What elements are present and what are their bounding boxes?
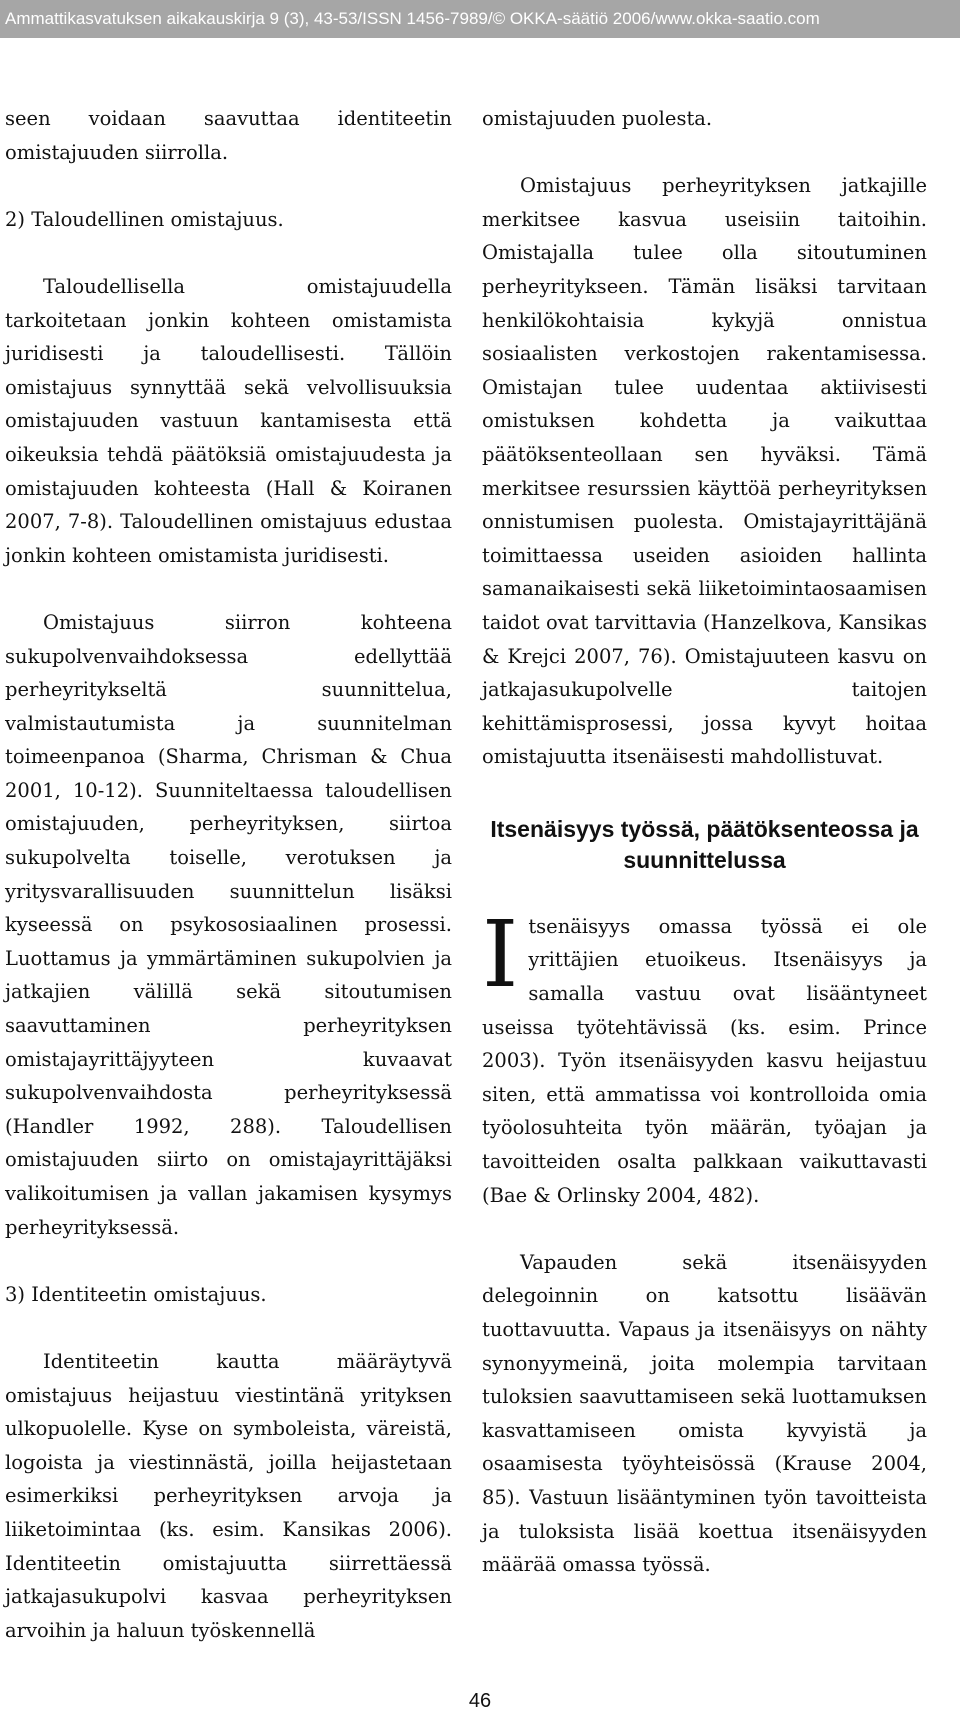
left-column: [5, 102, 452, 1647]
page-number: 46: [468, 1690, 492, 1712]
dropcap-letter: I: [482, 900, 519, 1008]
subheading-identity-ownership: 3) Identiteetin omistajuus.: [5, 1282, 267, 1306]
subheading-economic-ownership: 2) Taloudellinen omistajuus.: [5, 207, 284, 231]
paragraph: omistajuuden puolesta.: [482, 107, 713, 130]
paragraph: Omistajuus perheyrityksen jatkajille merkitsee kasvua useisiin taitoihin. Omistajalla tulee olla sitoutuminen perheyritykseen. Tämän lisäksi tarvitaan henkilökohtaisia kykyjä onnistua sosiaalisten verkostojen rakentamisessa. Omistajan tulee uudentaa aktiivisesti omistuksen kohdetta ja vaikuttaa päätöksenteollaan sen hyväksi. Tämä merkitsee resurssien käyttöä perheyrityksen onnistumisen puolesta. Omistajayrittäjänä toimittaessa useiden asioiden hallinta samanaikaisesti sekä liiketoimintaosaamisen taidot ovat tarvittavia (Hanzelkova, Kansikas & Krejci 2007, 76). Omistajuuteen kasvu on jatkajasukupolvelle taitojen kehittämisprosessi, jossa kyvyt hoitaa omistajuutta itsenäisesti mahdollistuvat.: [482, 174, 927, 769]
paragraph: seen voidaan saavuttaa identiteetin omistajuuden siirrolla.: [5, 107, 452, 164]
section-title: Itsenäisyys työssä, päätöksenteossa ja suunnittelussa: [490, 815, 919, 873]
paragraph-with-dropcap: [482, 900, 927, 1212]
paragraph-text: tsenäisyys omassa työssä ei ole yrittäjien etuoikeus. Itsenäisyys ja samalla vastuu ovat lisääntyneet useissa työtehtävissä (ks. esim. Prince 2003). Työn itsenäisyyden kasvu heijastuu siten, että ammatissa voi kontrolloida omia työolosuhteita työn määrän, työajan ja tavoitteiden osalta palkkaan vaikuttavasti (Bae & Orlinsky 2004, 482).: [482, 914, 927, 1207]
paragraph: Vapauden sekä itsenäisyyden delegoinnin on katsottu lisäävän tuottavuutta. Vapaus ja itsenäisyys on nähty synonyymeinä, joita molempia tarvitaan tuloksien saavuttamiseen sekä luottamuksen kasvattamiseen omista kyvyistä ja osaamisesta työyhteisössä (Krause 2004, 85). Vastuun lisääntyminen työn tavoitteista ja tuloksista lisää koettua itsenäisyyden määrää omassa työssä.: [482, 1250, 927, 1577]
right-column: [482, 102, 927, 1582]
journal-citation: Ammattikasvatuksen aikakauskirja 9 (3), 43-53/ISSN 1456-7989/© OKKA-säätiö 2006/www.okka-saatio.com: [5, 9, 820, 28]
paragraph: Identiteetin kautta määräytyvä omistajuus heijastuu viestintänä yrityksen ulkopuolelle. Kyse on symboleista, väreistä, logoista ja viestinnästä, joilla heijastetaan esimerkiksi perheyrityksen arvoja ja liiketoimintaa (ks. esim. Kansikas 2006). Identiteetin omistajuutta siirrettäessä jatkajasukupolvi kasvaa perheyrityksen arvoihin ja haluun työskennellä: [5, 1349, 452, 1642]
paragraph: Omistajuus siirron kohteena sukupolvenvaihdoksessa edellyttää perheyritykseltä suunnittelua, valmistautumista ja suunnitelman toimeenpanoa (Sharma, Chrisman & Chua 2001, 10-12). Suunniteltaessa taloudellisen omistajuuden, perheyrityksen, siirtoa sukupolvelta toiselle, verotuksen ja yritysvarallisuuden suunnittelun lisäksi kyseessä on psykososiaalinen prosessi. Luottamus ja ymmärtäminen sukupolvien ja jatkajien välillä sekä sitoutumisen saavuttaminen perheyrityksen omistajayrittäjyyteen kuvaavat sukupolvenvaihdosta perheyrityksessä (Handler 1992, 288). Taloudellisen omistajuuden siirto on omistajayrittäjäksi valikoitumisen ja vallan jakamisen kysymys perheyrityksessä.: [5, 610, 452, 1239]
journal-header: [0, 0, 960, 38]
paragraph: Taloudellisella omistajuudella tarkoitetaan jonkin kohteen omistamista juridisesti ja taloudellisesti. Tällöin omistajuus synnyttää sekä velvollisuuksia omistajuuden vastuun kantamisesta että oikeuksia tehdä päätöksiä omistajuudesta ja omistajuuden kohteesta (Hall & Koiranen 2007, 7-8). Taloudellinen omistajuus edustaa jonkin kohteen omistamista juridisesti.: [5, 274, 452, 567]
